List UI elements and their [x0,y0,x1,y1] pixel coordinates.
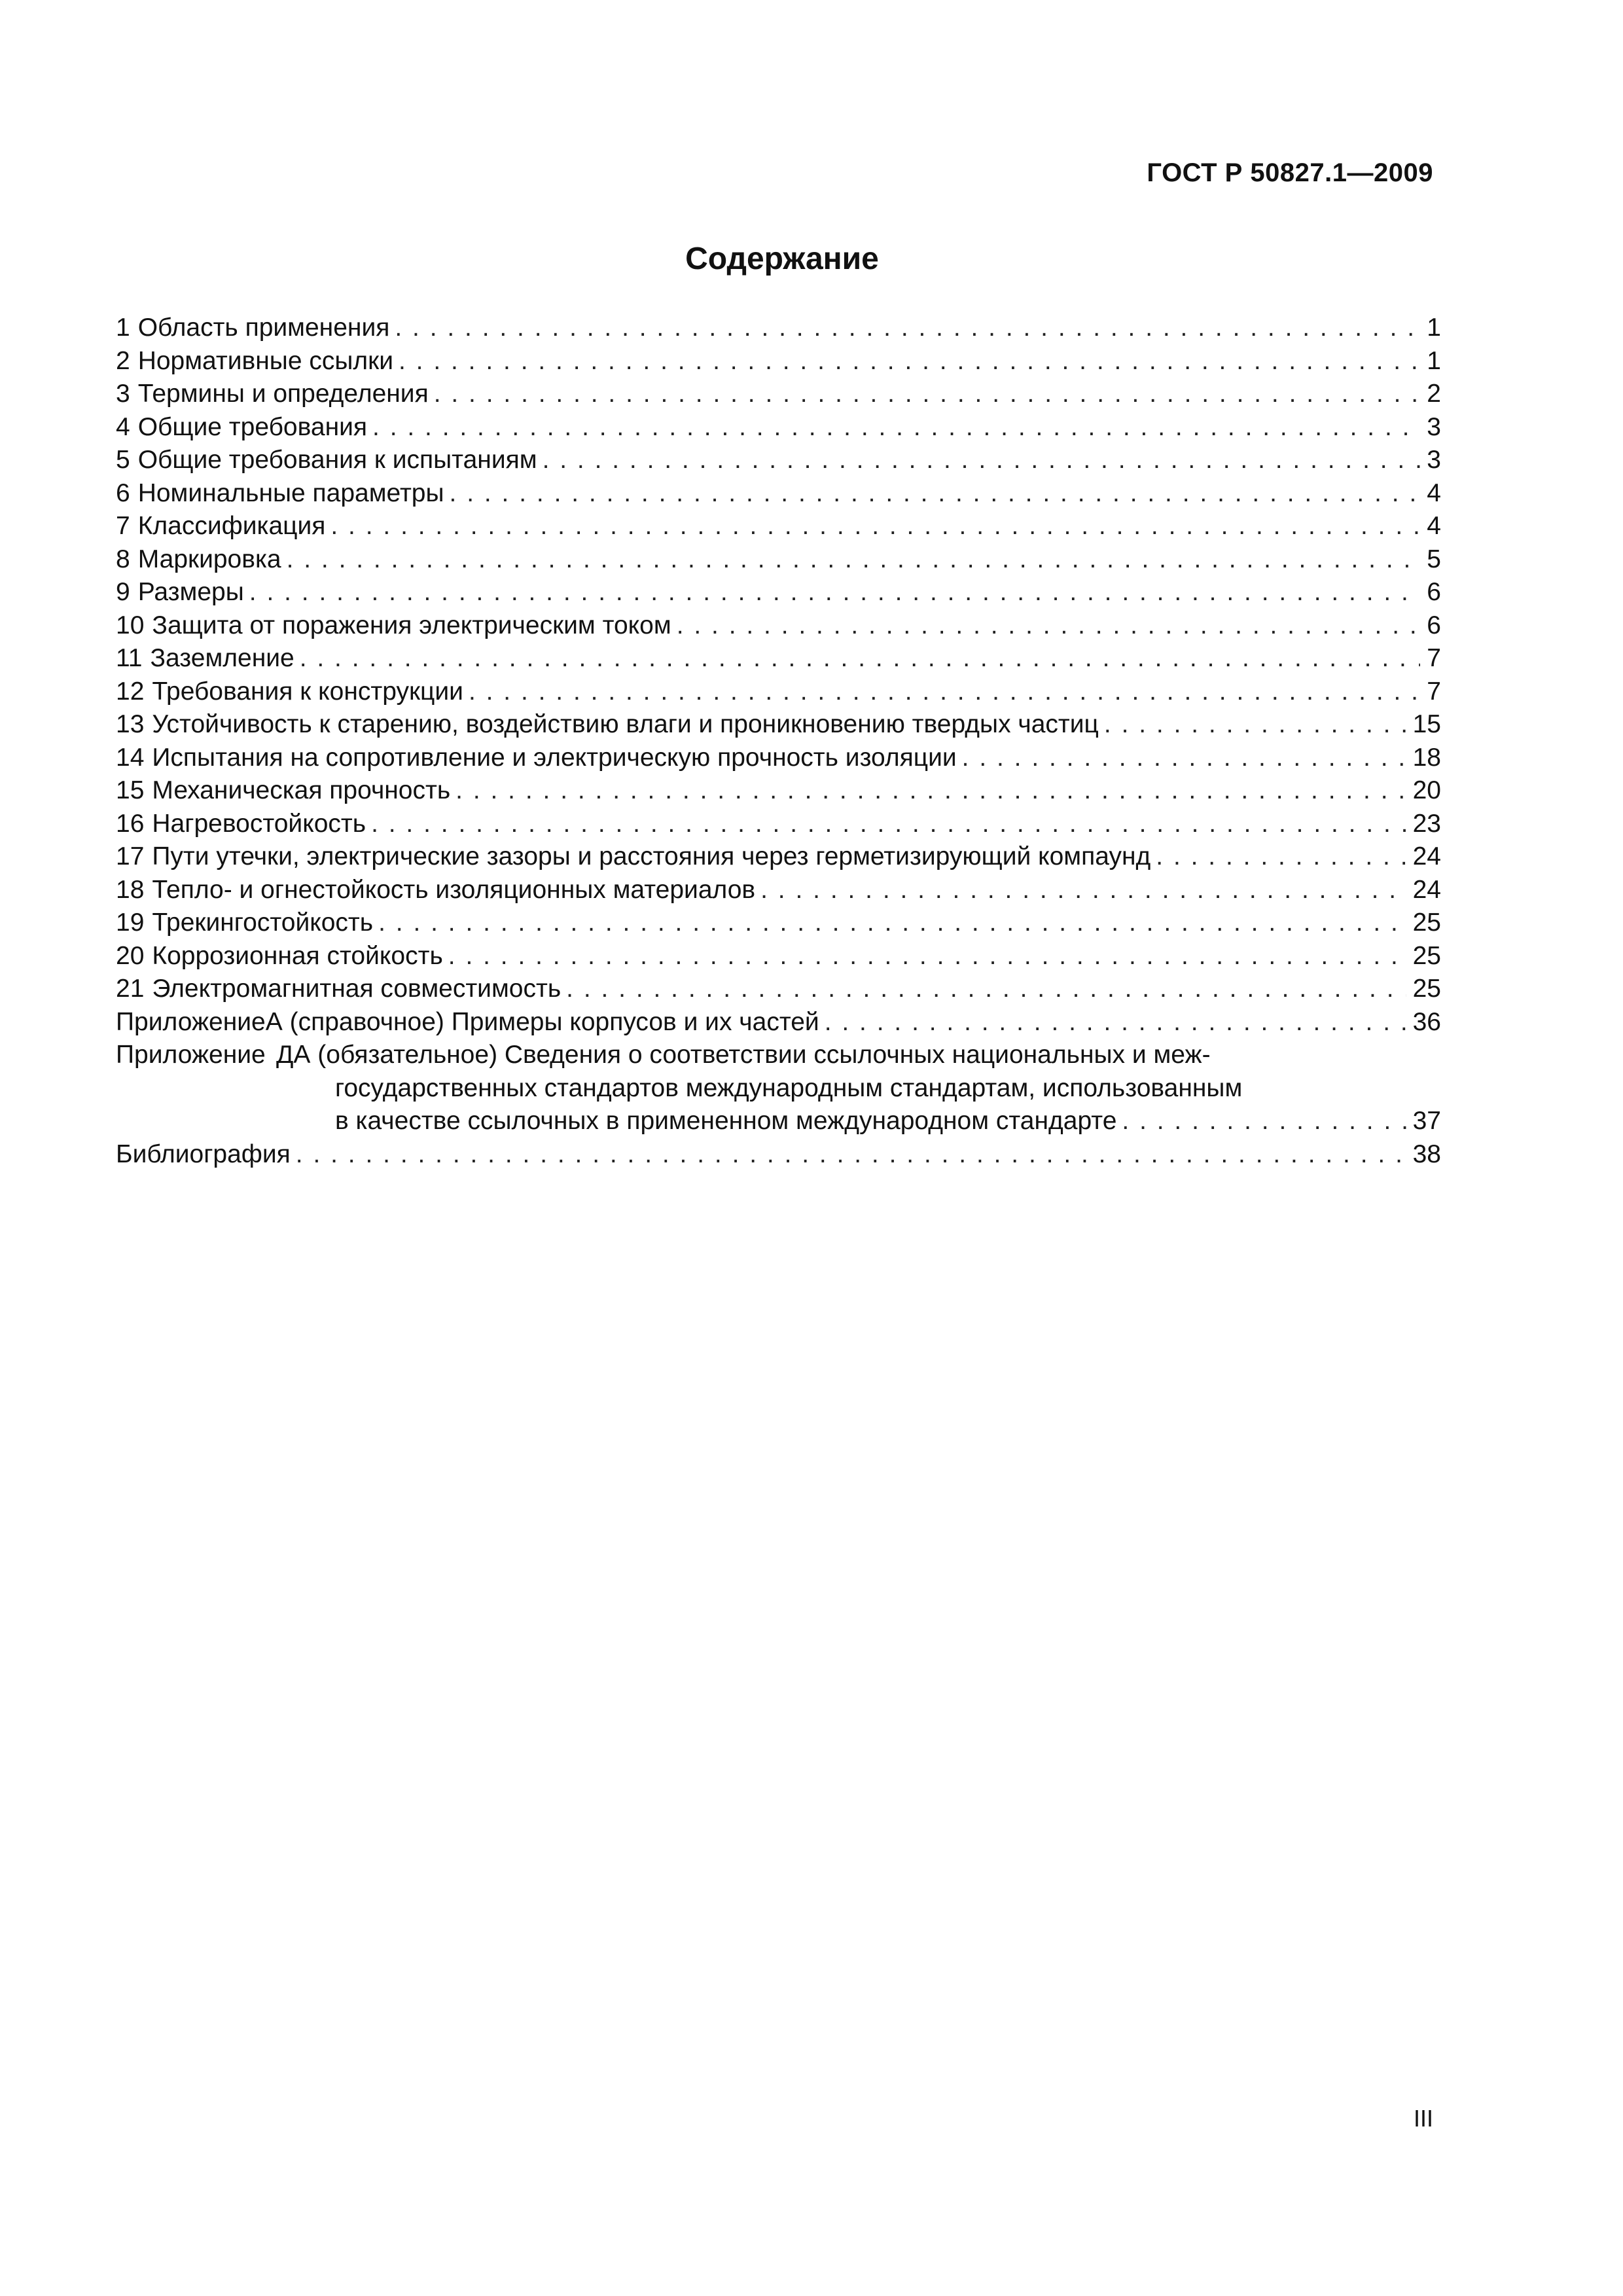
toc-entry-number: 3 [116,380,130,408]
toc-entry[interactable] [116,477,1441,511]
toc-entry-title: Испытания на сопротивление и электрическую прочность изоляции [152,743,957,772]
dot-leader [760,874,1406,907]
toc-entry-page: 5 [1427,545,1441,573]
toc-entry-number: 4 [116,412,130,441]
toc-title: Содержание [685,242,879,276]
toc-entry-title: Номинальные параметры [137,478,444,507]
toc-entry[interactable] [116,742,1441,775]
toc-entry-page: 6 [1427,578,1441,606]
dot-leader [399,345,1420,378]
toc-entry-title: Термины и определения [137,380,429,408]
table-of-contents [116,312,1441,1171]
toc-entry-title: Нормативные ссылки [137,346,393,375]
dot-leader [372,411,1420,444]
toc-entry-page: 1 [1427,346,1441,375]
dot-leader [249,576,1421,609]
toc-entry-page: 36 [1412,1007,1441,1036]
annex-label: Приложение [116,1041,266,1069]
dot-leader [677,609,1421,643]
dot-leader [469,675,1420,709]
toc-entry-page: 4 [1427,478,1441,507]
toc-entry-title: Маркировка [137,545,281,573]
toc-entry[interactable] [116,411,1441,444]
toc-entry-title-line-2: государственных стандартов международным стандартам, использованным [335,1073,1243,1102]
toc-entry-page: 18 [1412,743,1441,772]
toc-entry-number: 5 [116,446,130,474]
toc-entry-number: 17 [116,842,145,870]
toc-entry-title: Классификация [137,512,326,540]
toc-entry-title: Требования к конструкции [152,677,463,706]
toc-entry[interactable] [116,609,1441,643]
toc-entry-page: 25 [1412,908,1441,937]
toc-entry[interactable] [116,973,1441,1006]
dot-leader [434,378,1421,411]
toc-entry-page: 38 [1412,1139,1441,1168]
toc-entry-page: 24 [1412,875,1441,904]
dot-leader [1122,1105,1406,1138]
toc-entry[interactable] [116,840,1441,874]
toc-entry-page: 25 [1412,975,1441,1003]
toc-entry-bibliography[interactable] [116,1138,1441,1172]
dot-leader [300,642,1421,675]
toc-entry-page: 7 [1427,644,1441,672]
dot-leader [962,742,1406,775]
annex-label: Приложение [116,1007,266,1036]
toc-entry-number: 19 [116,908,145,937]
toc-entry-annex-a[interactable] [116,1006,1441,1039]
toc-entry-title: Устойчивость к старению, воздействию влаги и проникновению твердых частиц [152,710,1099,738]
toc-entry[interactable] [116,543,1441,577]
toc-entry-number: 2 [116,346,130,375]
toc-entry-title: Заземление [150,644,294,672]
toc-entry-number: 1 [116,314,130,342]
toc-entry-title: Нагревостойкость [152,809,366,838]
toc-entry[interactable] [116,675,1441,709]
dot-leader [455,774,1406,808]
dot-leader [296,1138,1406,1172]
toc-entry[interactable] [116,642,1441,675]
toc-entry[interactable] [116,774,1441,808]
dot-leader [448,940,1406,973]
toc-entry-number: 8 [116,545,130,573]
toc-entry-title: А (справочное) Примеры корпусов и их частей [265,1007,819,1036]
toc-entry-page: 24 [1412,842,1441,870]
dot-leader [1104,708,1406,742]
toc-entry[interactable] [116,378,1441,411]
toc-entry[interactable] [116,510,1441,543]
toc-entry-title: Размеры [137,578,244,606]
toc-entry[interactable] [116,808,1441,841]
toc-entry-number: 7 [116,512,130,540]
dot-leader [330,510,1420,543]
toc-entry-title: Коррозионная стойкость [152,941,443,970]
toc-entry-title: Тепло- и огнестойкость изоляционных материалов [152,875,756,904]
toc-entry-title: Электромагнитная совместимость [152,975,562,1003]
toc-entry[interactable] [116,345,1441,378]
toc-entry[interactable] [116,444,1441,477]
toc-entry-number: 9 [116,578,130,606]
toc-entry-title: Общие требования к испытаниям [137,446,537,474]
dot-leader [371,808,1406,841]
document-id-header: ГОСТ Р 50827.1—2009 [1147,158,1433,187]
dot-leader [543,444,1421,477]
page-number: III [1413,2105,1433,2132]
toc-entry[interactable] [116,906,1441,940]
toc-entry-number: 18 [116,875,145,904]
toc-entry[interactable] [116,874,1441,907]
dot-leader [395,312,1420,345]
toc-entry-title: Пути утечки, электрические зазоры и расстояния через герметизирующий компаунд [152,842,1151,870]
toc-entry-page: 3 [1427,412,1441,441]
dot-leader [1156,840,1406,874]
toc-entry-number: 15 [116,776,145,804]
toc-entry-annex-da-line-3 [116,1105,1441,1138]
toc-entry-page: 23 [1412,809,1441,838]
toc-entry-title: Механическая прочность [152,776,451,804]
toc-entry-page: 25 [1412,941,1441,970]
toc-entry-page: 2 [1427,380,1441,408]
toc-entry[interactable] [116,940,1441,973]
toc-entry-title-line-1: ДА (обязательное) Сведения о соответствии ссылочных национальных и меж- [276,1041,1211,1069]
dot-leader [566,973,1406,1006]
toc-entry-page: 7 [1427,677,1441,706]
toc-entry-title: Область применения [137,314,390,342]
toc-entries [116,312,1441,1006]
toc-entry-page: 37 [1412,1107,1441,1135]
toc-entry-number: 6 [116,478,130,507]
toc-entry[interactable] [116,312,1441,345]
toc-entry-page: 6 [1427,611,1441,639]
toc-entry-number: 16 [116,809,145,838]
toc-entry-page: 20 [1412,776,1441,804]
dot-leader [450,477,1421,511]
toc-entry-number: 13 [116,710,145,738]
dot-leader [287,543,1421,577]
toc-entry-title: Трекингостойкость [152,908,374,937]
toc-entry-page: 1 [1427,314,1441,342]
toc-entry-page: 3 [1427,446,1441,474]
toc-entry-title: Защита от поражения электрическим током [152,611,671,639]
toc-entry-title: Общие требования [137,412,368,441]
toc-entry[interactable] [116,576,1441,609]
toc-entry-title-line-3: в качестве ссылочных в примененном международном стандарте [335,1107,1117,1135]
toc-entry-page: 4 [1427,512,1441,540]
dot-leader [825,1006,1406,1039]
toc-entry-number: 20 [116,941,145,970]
dot-leader [378,906,1406,940]
toc-entry-annex-da[interactable] [116,1039,1441,1072]
toc-entry-number: 10 [116,611,145,639]
toc-entry-annex-da-line-2 [116,1072,1441,1105]
toc-entry[interactable] [116,708,1441,742]
toc-entry-page: 15 [1412,710,1441,738]
toc-entry-title: Библиография [116,1139,291,1168]
toc-entry-number: 14 [116,743,145,772]
toc-entry-number: 11 [116,644,143,672]
toc-entry-number: 21 [116,975,145,1003]
toc-entry-number: 12 [116,677,145,706]
